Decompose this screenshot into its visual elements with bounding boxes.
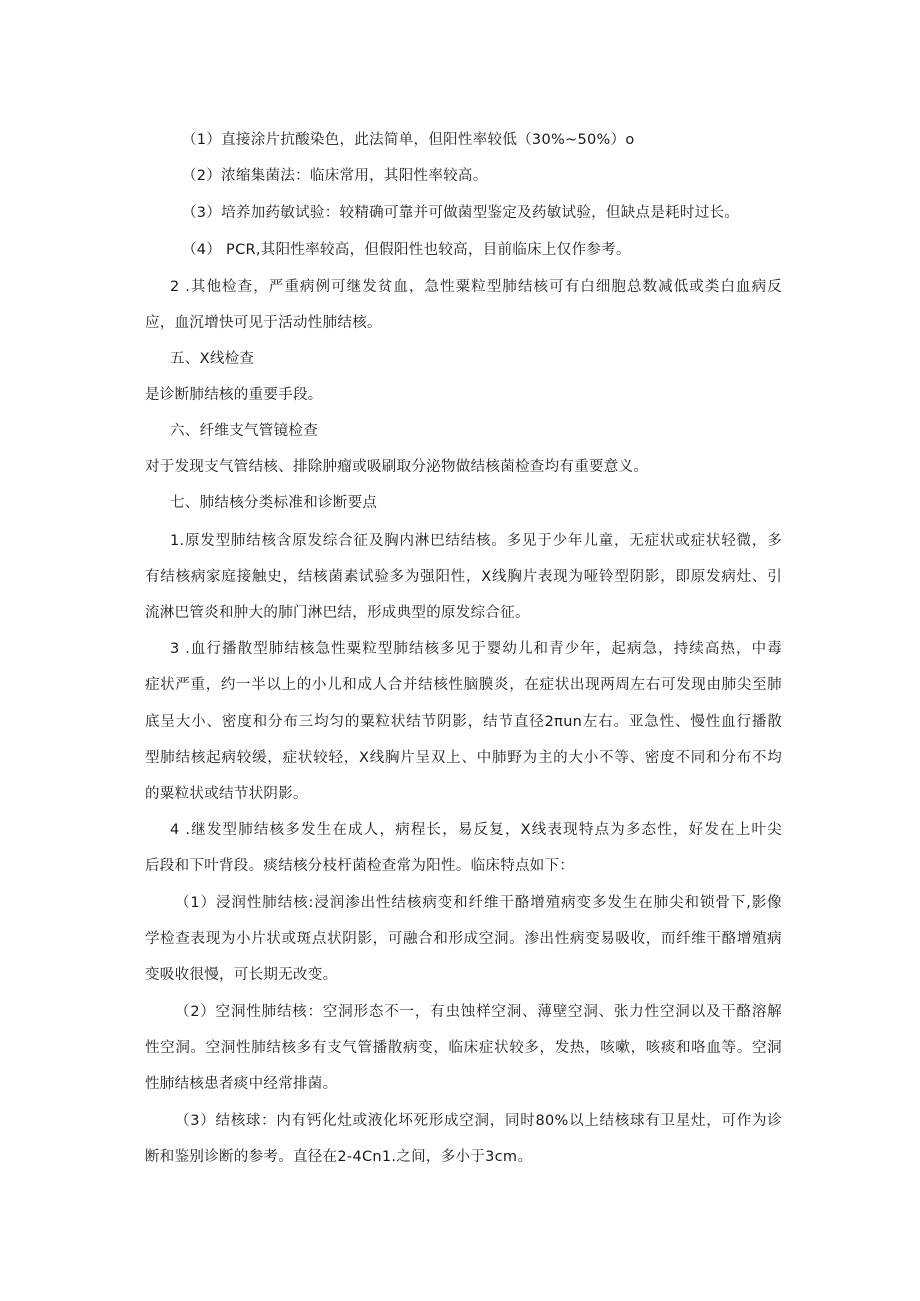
text-line: 型肺结核起病较缓，症状较轻，X线胸片呈双上、中肺野为主的大小不等、密度不同和分布不均 [145, 750, 782, 766]
text-line: 3 .血行播散型肺结核急性粟粒型肺结核多见于婴幼儿和青少年，起病急，持续高热，中毒 [170, 641, 782, 657]
text-line: （3）培养加药敏试验：较精确可靠并可做菌型鉴定及药敏试验，但缺点是耗时过长。 [182, 205, 740, 221]
text-line: 的粟粒状或结节状阴影。 [145, 786, 308, 802]
text-line: 性肺结核患者痰中经常排菌。 [145, 1076, 338, 1092]
text-line: 是诊断肺结核的重要手段。 [145, 387, 323, 403]
text-line: 流淋巴管炎和肿大的肺门淋巴结，形成典型的原发综合征。 [145, 605, 530, 621]
section-heading: 五、X线检查 [170, 351, 255, 367]
text-line: （1）浸润性肺结核:浸润渗出性结核病变和纤维干酪增殖病变多发生在肺尖和锁骨下,影像 [175, 895, 782, 911]
text-line: 后段和下叶背段。痰结核分枝杆菌检查常为阳性。临床特点如下： [145, 858, 575, 874]
text-line: 有结核病家庭接触史，结核菌素试验多为强阳性，X线胸片表现为哑铃型阴影，即原发病灶、引 [145, 569, 782, 585]
text-line: （2）空洞性肺结核：空洞形态不一，有虫蚀样空洞、薄壁空洞、张力性空洞以及干酪溶解 [175, 1004, 782, 1020]
section-heading: 七、肺结核分类标准和诊断要点 [170, 495, 378, 511]
text-line: （1）直接涂片抗酸染色，此法简单，但阳性率较低（30%~50%）o [182, 132, 635, 148]
text-line: 性空洞。空洞性肺结核多有支气管播散病变，临床症状较多，发热，咳嗽，咳痰和咯血等。空洞 [145, 1040, 782, 1056]
section-heading: 六、纤维支气管镜检查 [170, 423, 318, 439]
text-line: 应，血沉增快可见于活动性肺结核。 [145, 315, 382, 331]
text-line: （3）结核球：内有钙化灶或液化坏死形成空洞，同时80%以上结核球有卫星灶，可作为诊 [175, 1113, 782, 1129]
text-line: 学检查表现为小片状或斑点状阴影，可融合和形成空洞。渗出性病变易吸收，而纤维干酪增殖病 [145, 931, 782, 947]
text-line: 对于发现支气管结核、排除肿瘤或吸刷取分泌物做结核菌检查均有重要意义。 [145, 459, 649, 475]
text-line: 断和鉴别诊断的参考。直径在2-4Cn1.之间，多小于3cm。 [145, 1149, 533, 1165]
text-line: 变吸收很慢，可长期无改变。 [145, 967, 338, 983]
text-line: 1.原发型肺结核含原发综合征及胸内淋巴结结核。多见于少年儿童，无症状或症状轻微，多 [170, 533, 782, 549]
text-line: 2 .其他检查，严重病例可继发贫血，急性粟粒型肺结核可有白细胞总数减低或类白血病反 [170, 279, 782, 295]
text-line: 4 .继发型肺结核多发生在成人，病程长，易反复，X线表现特点为多态性，好发在上叶尖 [170, 822, 782, 838]
text-line: 症状严重，约一半以上的小儿和成人合并结核性脑膜炎，在症状出现两周左右可发现由肺尖至肺 [145, 677, 782, 693]
text-line: 底呈大小、密度和分布三均匀的粟粒状结节阴影，结节直径2πun左右。亚急性、慢性血行播散 [145, 714, 782, 730]
text-line: （2）浓缩集菌法：临床常用，其阳性率较高。 [182, 168, 488, 184]
text-line: （4） PCR,其阳性率较高，但假阳性也较高，目前临床上仅作参考。 [182, 242, 631, 258]
